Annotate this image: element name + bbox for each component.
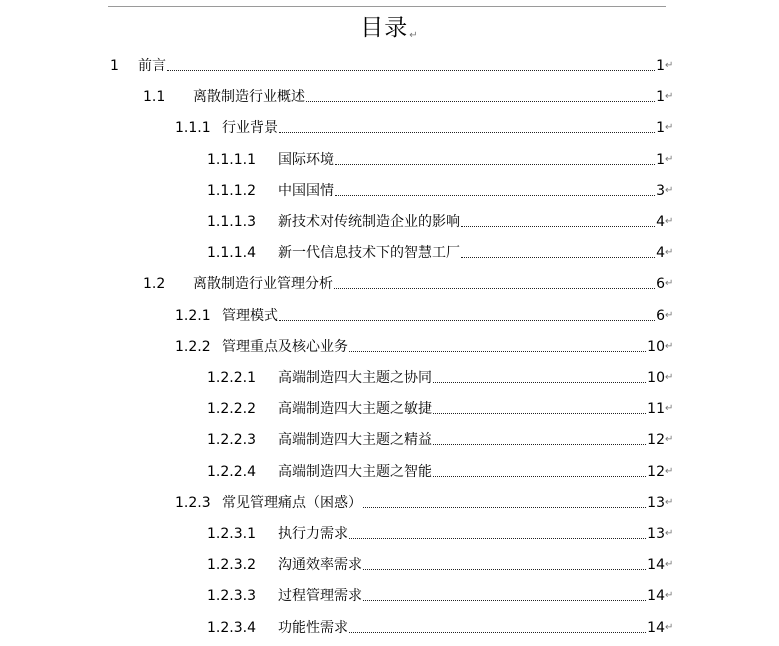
toc-entry-title: 前言 xyxy=(138,58,166,74)
toc-entry[interactable] xyxy=(0,149,779,171)
toc-entry-title: 行业背景 xyxy=(222,120,278,137)
toc-entry-title: 高端制造四大主题之智能 xyxy=(278,463,432,480)
toc-entry-title: 高端制造四大主题之协同 xyxy=(278,370,432,386)
toc-entry-page-number: 6 xyxy=(656,276,665,293)
toc-entry[interactable] xyxy=(0,273,779,295)
toc-dot-leader xyxy=(363,600,646,601)
toc-entry-number: 1.2.3.2 xyxy=(207,557,256,574)
paragraph-mark-icon: ↵ xyxy=(665,91,674,103)
toc-dot-leader xyxy=(433,476,646,477)
paragraph-mark-icon: ↵ xyxy=(665,309,674,321)
toc-dot-leader xyxy=(349,538,646,539)
toc-entry-number: 1.2.3.3 xyxy=(207,588,256,605)
toc-entry-number: 1.1.1.2 xyxy=(207,182,256,199)
toc-dot-leader xyxy=(349,351,646,352)
paragraph-mark-icon: ↵ xyxy=(665,621,674,633)
paragraph-mark-icon: ↵ xyxy=(665,496,674,508)
toc-entry-title: 常见管理痛点（困惑） xyxy=(222,494,362,511)
toc-dot-leader xyxy=(306,101,655,102)
toc-entry-number: 1.2.3.1 xyxy=(207,526,256,542)
toc-dot-leader xyxy=(363,507,646,508)
paragraph-mark-icon: ↵ xyxy=(409,30,419,41)
paragraph-mark-icon: ↵ xyxy=(665,434,674,446)
toc-dot-leader xyxy=(279,320,655,321)
toc-entry-number: 1.2 xyxy=(143,276,166,293)
toc-entry-title: 高端制造四大主题之精益 xyxy=(278,432,432,449)
toc-dot-leader xyxy=(167,70,655,71)
paragraph-mark-icon: ↵ xyxy=(665,216,674,227)
toc-entry-title: 管理模式 xyxy=(222,307,278,324)
toc-entry-number: 1.2.3.4 xyxy=(207,619,256,636)
toc-entry[interactable] xyxy=(0,305,779,327)
toc-entry[interactable] xyxy=(0,211,779,233)
toc-dot-leader xyxy=(335,195,655,196)
toc-entry-number: 1.2.2.3 xyxy=(207,432,256,449)
toc-entry-number: 1.2.2.2 xyxy=(207,401,256,418)
toc-entry-number: 1.1.1.4 xyxy=(207,245,256,262)
paragraph-mark-icon: ↵ xyxy=(665,153,674,165)
toc-entry-page-number: 4 xyxy=(656,245,665,262)
toc-entry[interactable] xyxy=(0,86,779,108)
paragraph-mark-icon: ↵ xyxy=(665,465,674,477)
paragraph-mark-icon: ↵ xyxy=(665,528,674,539)
toc-entry-number: 1 xyxy=(110,58,119,74)
toc-entry[interactable] xyxy=(0,461,779,483)
toc-entry-title: 沟通效率需求 xyxy=(278,557,362,574)
paragraph-mark-icon: ↵ xyxy=(665,122,674,134)
toc-entry-page-number: 14 xyxy=(647,619,665,636)
toc-entry-title: 功能性需求 xyxy=(278,619,348,636)
paragraph-mark-icon: ↵ xyxy=(665,247,674,259)
toc-entry-title: 新一代信息技术下的智慧工厂 xyxy=(278,245,460,262)
toc-entry-title: 离散制造行业管理分析 xyxy=(193,276,333,293)
toc-entry[interactable] xyxy=(0,367,779,389)
toc-dot-leader xyxy=(335,164,655,165)
paragraph-mark-icon: ↵ xyxy=(665,372,674,383)
paragraph-mark-icon: ↵ xyxy=(665,60,674,71)
toc-entry-page-number: 1 xyxy=(656,151,665,168)
paragraph-mark-icon: ↵ xyxy=(665,559,674,571)
toc-dot-leader xyxy=(461,257,655,258)
toc-entry-title: 高端制造四大主题之敏捷 xyxy=(278,401,432,418)
paragraph-mark-icon: ↵ xyxy=(665,278,674,290)
toc-entry-page-number: 14 xyxy=(647,588,665,605)
toc-entry-page-number: 10 xyxy=(647,338,665,355)
paragraph-mark-icon: ↵ xyxy=(665,590,674,602)
toc-dot-leader xyxy=(279,132,655,133)
toc-entry-number: 1.2.1 xyxy=(175,307,211,324)
toc-entry-number: 1.1 xyxy=(143,89,166,106)
toc-entry[interactable] xyxy=(0,492,779,514)
toc-dot-leader xyxy=(349,632,646,633)
toc-entry[interactable] xyxy=(0,336,779,358)
toc-dot-leader xyxy=(461,226,655,227)
toc-entry-page-number: 6 xyxy=(656,307,665,324)
toc-entry-page-number: 3 xyxy=(656,182,665,199)
toc-entry-page-number: 13 xyxy=(647,526,665,542)
toc-entry[interactable] xyxy=(0,242,779,264)
toc-entry[interactable] xyxy=(0,554,779,576)
toc-dot-leader xyxy=(433,413,646,414)
paragraph-mark-icon: ↵ xyxy=(665,403,674,415)
toc-entry-page-number: 1 xyxy=(656,120,665,137)
toc-entry-number: 1.1.1.1 xyxy=(207,151,256,168)
toc-entry-page-number: 10 xyxy=(647,370,665,386)
paragraph-mark-icon: ↵ xyxy=(665,340,674,352)
toc-entry[interactable] xyxy=(0,398,779,420)
toc-entry-page-number: 1 xyxy=(656,89,665,106)
toc-entry-page-number: 1 xyxy=(656,58,665,74)
toc-dot-leader xyxy=(433,444,646,445)
toc-entry-number: 1.2.3 xyxy=(175,494,211,511)
toc-entry-title: 过程管理需求 xyxy=(278,588,362,605)
toc-entry-title: 管理重点及核心业务 xyxy=(222,338,348,355)
toc-entry-title: 中国国情 xyxy=(278,182,334,199)
toc-entry-page-number: 12 xyxy=(647,463,665,480)
toc-entry-page-number: 14 xyxy=(647,557,665,574)
toc-entry-title: 国际环境 xyxy=(278,151,334,168)
toc-entry[interactable] xyxy=(0,55,779,77)
toc-entry-title: 新技术对传统制造企业的影响 xyxy=(278,214,460,230)
toc-entry-page-number: 11 xyxy=(647,401,665,418)
toc-entry-title: 执行力需求 xyxy=(278,526,348,542)
toc-entry-page-number: 12 xyxy=(647,432,665,449)
toc-entry[interactable] xyxy=(0,117,779,139)
page-top-border xyxy=(108,6,666,7)
toc-entry[interactable] xyxy=(0,585,779,607)
toc-entry[interactable] xyxy=(0,180,779,202)
toc-dot-leader xyxy=(334,288,655,289)
toc-entry-number: 1.1.1 xyxy=(175,120,211,137)
toc-entry[interactable] xyxy=(0,523,779,545)
toc-entry-page-number: 4 xyxy=(656,214,665,230)
toc-entry[interactable] xyxy=(0,429,779,451)
toc-entry[interactable] xyxy=(0,617,779,639)
toc-dot-leader xyxy=(433,382,646,383)
toc-title: 目录↵ xyxy=(360,15,419,41)
toc-entry-number: 1.2.2.1 xyxy=(207,370,256,386)
toc-entry-number: 1.2.2.4 xyxy=(207,463,256,480)
toc-dot-leader xyxy=(363,569,646,570)
toc-entry-title: 离散制造行业概述 xyxy=(193,89,305,106)
toc-entry-number: 1.1.1.3 xyxy=(207,214,256,230)
toc-entry-page-number: 13 xyxy=(647,494,665,511)
toc-entry-number: 1.2.2 xyxy=(175,338,211,355)
paragraph-mark-icon: ↵ xyxy=(665,184,674,196)
